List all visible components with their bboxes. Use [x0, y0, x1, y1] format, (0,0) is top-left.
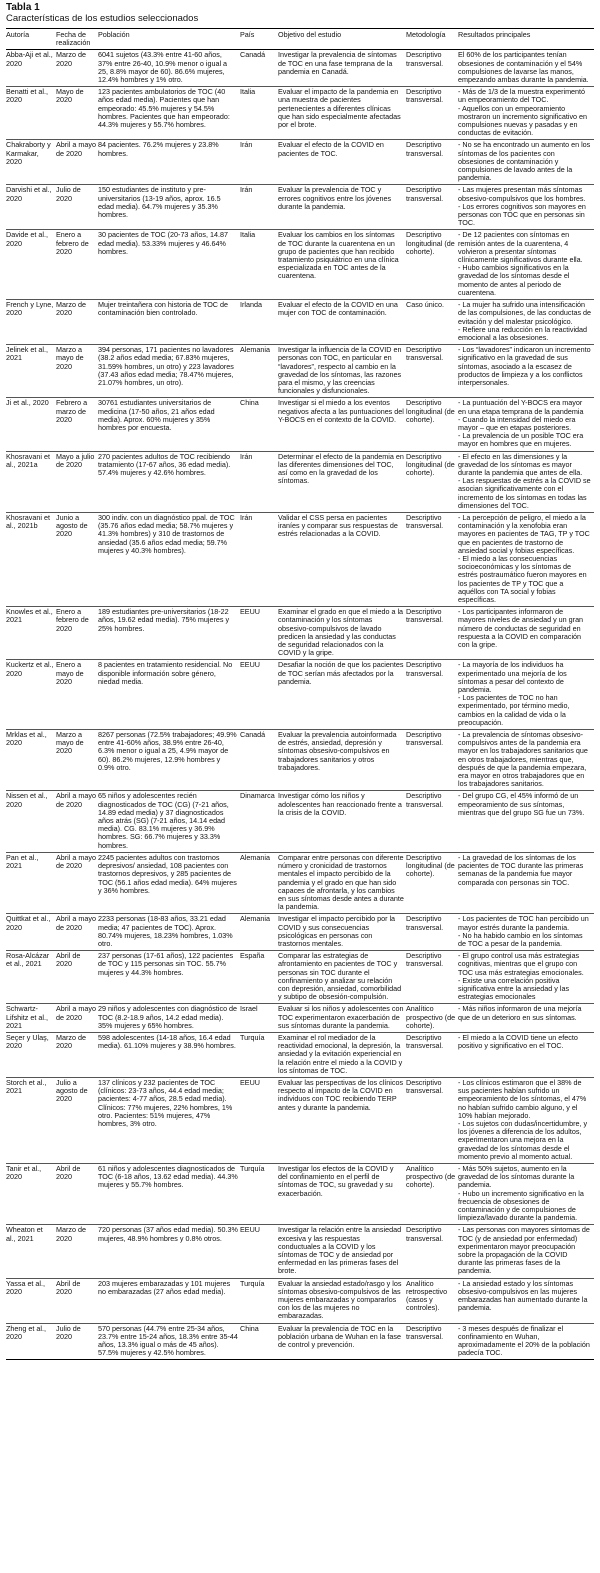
result-item: - Los clínicos estimaron que el 38% de sus pacientes habían sufrido un empeoramiento de los síntomas, el 47% no habían sufrido cambio alguno, y el 10% habían mejorado. — [458, 1077, 587, 1120]
table-header — [6, 29, 594, 50]
header-row — [6, 29, 594, 50]
cell-metodologia: Descriptivo longitudinal (de cohorte). — [406, 230, 455, 256]
cell-autoria: Quittkat et al., 2020 — [6, 914, 51, 932]
cell-resultados — [458, 398, 594, 451]
result-item: - Existe una correlación positiva significativa entre la ansiedad y las estrategias emocionales — [458, 975, 570, 1002]
header-fecha: Fecha de realización — [56, 30, 91, 48]
cell-autoria: Schwartz-Lifshitz et al., 2021 — [6, 1004, 48, 1030]
cell-fecha: Julio de 2020 — [56, 185, 81, 203]
cell-objetivo: Examinar el rol mediador de la reactividad emocional, la depresión, la ansiedad y la evitación experiencial en la relación entre el miedo a la COVID y los síntomas de TOC. — [278, 1032, 403, 1075]
result-item: - No ha habido cambio en los síntomas de TOC a pesar de la pandemia. — [458, 930, 583, 948]
cell-poblacion: 30761 estudiantes universitarios de medicina (17-50 años, 21 años edad media). Aprox. 60% mujeres y 35% hombres por encuesta. — [98, 398, 215, 432]
cell-objetivo: Determinar el efecto de la pandemia en las diferentes dimensiones del TOC, así como en la gravedad de los síntomas. — [278, 451, 404, 486]
result-item: - Los pacientes de TOC no han experimentado, por término medio, cambios en la calidad de vida o la preocupación. — [458, 693, 570, 727]
result-item: - La mayoría de los individuos ha experimentado una mejoría de los síntomas a pesar del contexto de pandemia. — [458, 660, 567, 695]
result-item: - La prevalencia de un posible TOC era mayor en hombres que en mujeres. — [458, 431, 584, 449]
cell-autoria: Nissen et al., 2020 — [6, 791, 48, 809]
cell-objetivo: Comparar las estrategias de afrontamiento en pacientes de TOC y personas sin TOC durante el confinamiento y analizar su relación con depresión, ansiedad, comorbilidad y subtipo de obsesión-compulsión. — [278, 951, 402, 1002]
result-item: - Más niños informaron de una mejoría que de un deterioro en sus síntomas. — [458, 1004, 582, 1022]
cell-metodologia: Caso único. — [406, 300, 444, 310]
result-item: - Los “lavadores” indicaron un incremento significativo en la gravedad de sus síntomas, asociado a la escasez de productos de limpieza y a los conflictos interpersonales. — [458, 345, 591, 387]
cell-metodologia: Descriptivo transversal. — [406, 1225, 444, 1243]
cell-poblacion: 598 adolescentes (14-18 años, 16.4 edad media). 61.10% mujeres y 38.9% hombres. — [98, 1032, 236, 1051]
cell-objetivo: Investigar la relación entre la ansiedad excesiva y las respuestas conductuales a la COVID y los síntomas de TOC y de ansiedad por enfermedad en las primeras fases del brote. — [278, 1225, 402, 1276]
table-row — [6, 185, 594, 230]
cell-objetivo: Investigar cómo los niños y adolescentes han reaccionado frente a la crisis de la COVID. — [278, 791, 402, 817]
cell-fecha: Marzo de 2020 — [56, 1032, 86, 1051]
table-row — [6, 852, 594, 913]
table-row — [6, 1323, 594, 1360]
cell-pais: Alemania — [240, 914, 270, 924]
cell-autoria: Tanir et al., 2020 — [6, 1164, 42, 1182]
header-metodologia: Metodología — [406, 30, 446, 39]
cell-objetivo: Evaluar los cambios en los síntomas de TOC durante la cuarentena en un grupo de pacientes que han recibido tratamiento psiquiátrico en una clínica especializada en TOC antes de la cuarentena. — [278, 230, 399, 281]
cell-fecha: Enero a febrero de 2020 — [56, 230, 89, 256]
cell-resultados — [458, 50, 594, 87]
cell-resultados — [458, 607, 594, 660]
cell-pais: Canadá — [240, 50, 266, 60]
cell-fecha: Abril a mayo de 2020 — [56, 140, 96, 158]
cell-poblacion: 61 niños y adolescentes diagnosticados de TOC (6-18 años, 13.62 edad media). 44.3% mujeres y 55.7% hombres. — [98, 1164, 238, 1190]
result-item: - La gravedad de los síntomas de los pacientes de TOC durante las primeras semanas de la pandemia fue mayor comparada con personas sin TOC. — [458, 852, 584, 887]
cell-poblacion: 84 pacientes. 76.2% mujeres y 23.8% hombres. — [98, 140, 219, 158]
cell-objetivo: Evaluar el efecto de la COVID en pacientes de TOC. — [278, 140, 384, 158]
header-resultados: Resultados principales — [458, 30, 531, 39]
result-item: - El efecto en las dimensiones y la gravedad de los síntomas es mayor durante la pandemia que antes de ella. — [458, 451, 583, 477]
cell-poblacion: 65 niños y adolescentes recién diagnosticados de TOC (CG) (7-21 años, 14.89 edad media) y 37 diagnosticados años atrás (SG) (7-21 años, 14.14 edad media). CG. 83.1% mujeres y 36.9% hombres. SG: 66.7% mujeres y 33.3% hombres. — [98, 791, 229, 850]
table-row — [6, 660, 594, 730]
result-item: - El grupo control usa más estrategias cognitivas, mientras que el grupo con TOC usa más estrategias emocionales. — [458, 951, 584, 977]
cell-metodologia: Descriptivo transversal. — [406, 660, 444, 678]
cell-pais: EEUU — [240, 1077, 260, 1087]
cell-autoria: Ji et al., 2020 — [6, 398, 49, 408]
cell-poblacion: 30 pacientes de TOC (20-73 años, 14.87 edad media). 53.33% mujeres y 46.64% hombres. — [98, 230, 228, 256]
cell-pais: Israel — [240, 1004, 258, 1014]
cell-metodologia: Descriptivo longitudinal (de cohorte). — [406, 398, 455, 424]
cell-resultados — [458, 660, 594, 730]
cell-objetivo: Investigar la influencia de la COVID en personas con TOC, en particular en “lavadores”, respecto al cambio en la gravedad de los síntomas, las razones para el mismo, y las creencias funcionales y disfuncionales. — [278, 345, 402, 396]
cell-resultados — [458, 951, 594, 1004]
table-subtitle: Características de los estudios seleccionados — [6, 13, 199, 24]
cell-resultados — [458, 914, 594, 951]
table-title: Tabla 1 — [6, 2, 40, 13]
table-row — [6, 730, 594, 791]
cell-resultados — [458, 300, 594, 345]
cell-fecha: Marzo de 2020 — [56, 300, 86, 318]
cell-poblacion: 203 mujeres embarazadas y 101 mujeres no embarazadas (27 años edad media). — [98, 1278, 231, 1296]
cell-autoria: Storch et al., 2021 — [6, 1077, 47, 1096]
cell-fecha: Enero a febrero de 2020 — [56, 607, 89, 633]
cell-pais: España — [240, 951, 265, 961]
cell-autoria: Khosravani et al., 2021b — [6, 512, 50, 531]
table-row — [6, 1225, 594, 1278]
result-item: - Aquellos con un empeoramiento mostraron un incremento significativo en compulsiones nuevas y pasadas y en conductas de evitación. — [458, 103, 588, 138]
cell-fecha: Abril de 2020 — [56, 1278, 81, 1296]
result-item: - Del grupo CG, el 45% informó de un empeoramiento de sus síntomas, mientras que del grupo SG fue un 73%. — [458, 791, 585, 817]
cell-pais: Irán — [240, 451, 253, 461]
cell-poblacion: 189 estudiantes pre-universitarios (18-22 años, 19.62 edad media). 75% mujeres y 25% hombres. — [98, 607, 230, 633]
cell-poblacion: 2233 personas (18-83 años, 33.21 edad media; 47 pacientes de TOC). Aprox. 80.74% mujeres, 18.23% hombres, 1.03% otro. — [98, 914, 233, 948]
cell-metodologia: Descriptivo transversal. — [406, 345, 444, 363]
cell-pais: Irán — [240, 185, 253, 195]
table-row — [6, 50, 594, 87]
cell-metodologia: Analítico prospectivo (de cohorte). — [406, 1004, 456, 1030]
cell-resultados — [458, 1278, 594, 1323]
cell-metodologia: Descriptivo transversal. — [406, 512, 444, 531]
result-item: - Los pacientes de TOC han percibido un mayor estrés durante la pandemia. — [458, 914, 589, 932]
cell-pais: Dinamarca — [240, 791, 275, 801]
cell-resultados — [458, 1077, 594, 1163]
result-item: - No se ha encontrado un aumento en los síntomas de los pacientes con obsesiones de contaminación y compulsiones de lavado antes de la pandemia. — [458, 140, 591, 183]
cell-objetivo: Evaluar la prevalencia de TOC en la población urbana de Wuhan en la fase de control y prevención. — [278, 1323, 401, 1350]
result-item: - Los sujetos con dudas/incertidumbre, y los jóvenes a diferencia de los adultos, experimentaron una mejora en la gravedad de los síntomas desde el momento previo al momento actual. — [458, 1118, 588, 1161]
cell-resultados — [458, 87, 594, 140]
result-item: - El miedo a la COVID tiene un efecto positivo y significativo en el TOC. — [458, 1032, 578, 1051]
cell-metodologia: Descriptivo transversal. — [406, 1323, 444, 1341]
cell-fecha: Abril de 2020 — [56, 1164, 81, 1182]
cell-poblacion: 237 personas (17-61 años), 122 pacientes de TOC y 115 personas sin TOC. 55.7% mujeres y 44.3% hombres. — [98, 951, 234, 977]
cell-resultados — [458, 1323, 594, 1360]
cell-poblacion: 8267 personas (72.5% trabajadores; 49.9% entre 41-60% años, 38.9% entre 26-40, 6.3% menor o igual a 25, 4.9% mayor de 60). 86.2% mujeres, 12.9% hombres y 0.9% otro. — [98, 730, 237, 772]
cell-pais: EEUU — [240, 1225, 260, 1235]
cell-fecha: Mayo de 2020 — [56, 87, 84, 105]
cell-metodologia: Descriptivo transversal. — [406, 951, 444, 969]
cell-fecha: Marzo a mayo de 2020 — [56, 730, 84, 756]
result-item: - Los participantes informaron de mayores niveles de ansiedad y un gran número de conductas de seguridad en respuesta a la COVID en comparación con la gripe. — [458, 607, 584, 650]
cell-objetivo: Investigar los efectos de la COVID y del confinamiento en el perfil de síntomas de TOC, su gravedad y su exacerbación. — [278, 1164, 394, 1198]
result-item: - La mujer ha sufrido una intensificación de las compulsiones, de las conductas de evitación y del malestar psicológico. — [458, 300, 592, 326]
cell-objetivo: Evaluar la prevalencia autoinformada de estrés, ansiedad, depresión y síntomas obsesivo-compulsivos en trabajadores sanitarios y otros trabajadores. — [278, 730, 397, 772]
header-pais: País — [240, 30, 255, 39]
studies-table — [6, 28, 594, 1360]
cell-fecha: Mayo a julio de 2020 — [56, 451, 95, 469]
header-autoria: Autoría — [6, 30, 30, 39]
cell-fecha: Abril a mayo de 2020 — [56, 914, 96, 932]
table-row — [6, 607, 594, 660]
cell-resultados — [458, 1225, 594, 1278]
cell-metodologia: Descriptivo transversal. — [406, 791, 444, 809]
result-item: - La percepción de peligro, el miedo a la contaminación y la xenofobia eran mayores en pacientes de TAG, TP y TOC que en pacientes de trastorno de ansiedad social y fobias específicas. — [458, 512, 590, 555]
cell-resultados — [458, 791, 594, 852]
cell-pais: Alemania — [240, 852, 270, 862]
table-row — [6, 345, 594, 398]
result-item: - El miedo a las consecuencias socioeconómicas y los síntomas de estrés postraumático fueron mayores en los pacientes de TP y TOC que a aquéllos con TA social y fobias específicas. — [458, 553, 587, 604]
cell-resultados — [458, 1004, 594, 1033]
cell-fecha: Marzo a mayo de 2020 — [56, 345, 84, 371]
result-item: - Hubo un incremento significativo en la frecuencia de obsesiones de contaminación y de compulsiones de limpieza/lavado durante la pandemia. — [458, 1188, 584, 1223]
cell-autoria: Benatti et al., 2020 — [6, 87, 48, 105]
cell-poblacion: 150 estudiantes de instituto y pre-universitarios (13-19 años, aprox. 16.5 edad media). 64.7% mujeres y 35.3% hombres. — [98, 185, 221, 220]
result-item: - La puntuación del Y-BOCS era mayor en una etapa temprana de la pandemia — [458, 398, 584, 416]
cell-metodologia: Descriptivo transversal. — [406, 50, 444, 68]
cell-objetivo: Desafiar la noción de que los pacientes de TOC serían más afectados por la pandemia. — [278, 660, 404, 686]
table-row — [6, 1032, 594, 1077]
cell-poblacion: 300 indiv. con un diagnóstico ppal. de TOC (35.76 años edad media; 58.7% mujeres y 41.3% hombres) y 310 de trastornos de ansiedad (35.6 años edad media; 59.7% mujeres y 40.3% hombres). — [98, 512, 235, 555]
table-row — [6, 1004, 594, 1033]
cell-metodologia: Descriptivo longitudinal (de cohorte). — [406, 852, 455, 879]
result-item: - Los errores cognitivos son mayores en personas con TOC que en personas sin TOC. — [458, 201, 586, 228]
cell-fecha: Junio a agosto de 2020 — [56, 512, 88, 539]
cell-metodologia: Descriptivo transversal. — [406, 914, 444, 932]
cell-poblacion: 720 personas (37 años edad media). 50.3% mujeres, 48.9% hombres y 0.8% otros. — [98, 1225, 238, 1243]
table-row — [6, 451, 594, 512]
cell-objetivo: Investigar el impacto percibido por la COVID y sus consecuencias psicológicas en personas con trastornos mentales. — [278, 914, 396, 948]
cell-pais: Irán — [240, 140, 253, 150]
cell-metodologia: Descriptivo transversal. — [406, 140, 444, 158]
cell-metodologia: Descriptivo transversal. — [406, 607, 444, 625]
cell-resultados — [458, 451, 594, 512]
cell-fecha: Julio de 2020 — [56, 1323, 81, 1341]
result-item: - Las mujeres presentan más síntomas obsesivo-compulsivos que los hombres. — [458, 185, 586, 203]
result-item: - Las personas con mayores síntomas de TOC (y de ansiedad por enfermedad) experimentaron mayor preocupación sobre la propagación de la COVID durante las primeras fases de la pandemia. — [458, 1225, 590, 1276]
result-item: - Hubo cambios significativos en la gravedad de los síntomas desde el momento de antes al periodo de cuarentena. — [458, 263, 570, 297]
cell-fecha: Abril a mayo de 2020 — [56, 852, 96, 871]
table-body — [6, 50, 594, 1360]
result-item: - La ansiedad estado y los síntomas obsesivo-compulsivos en las mujeres embarazadas han aumentado durante la pandemia. — [458, 1278, 588, 1313]
cell-resultados — [458, 345, 594, 398]
cell-pais: Irlanda — [240, 300, 262, 310]
result-item: El 60% de los participantes tenían obsesiones de contaminación y el 54% compulsiones de lavarse las manos, empezando ambas durante la pandemia. — [458, 50, 589, 85]
cell-fecha: Abril a mayo de 2020 — [56, 791, 96, 809]
cell-poblacion: 270 pacientes adultos de TOC recibiendo tratamiento (17-67 años, 36 edad media). 57.4% mujeres y 42.6% hombres. — [98, 451, 231, 477]
cell-autoria: Yassa et al., 2020 — [6, 1278, 46, 1296]
cell-poblacion: 570 personas (44.7% entre 25-34 años, 23.7% entre 15-24 años, 18.3% entre 35-44 años, 13.3% igual o más de 45 años). 57.5% mujeres y 42.5% hombres. — [98, 1323, 238, 1358]
cell-autoria: Davide et al., 2020 — [6, 230, 48, 248]
table-row — [6, 1278, 594, 1323]
result-item: - Más de 1/3 de la muestra experimentó un empeoramiento del TOC. — [458, 87, 586, 105]
cell-autoria: French y Lyne, 2020 — [6, 300, 54, 318]
cell-autoria: Abba-Aji et al., 2020 — [6, 50, 53, 68]
cell-autoria: Darvishi et al., 2020 — [6, 185, 52, 203]
table-row — [6, 1164, 594, 1225]
cell-pais: Italia — [240, 230, 256, 240]
cell-objetivo: Comparar entre personas con diferente número y cronicidad de trastornos mentales el impacto percibido de la pandemia y el grado en que han sido capaces de afrontarla, y los cambios en sus síntomas desde antes a durante la pandemia. — [278, 852, 404, 912]
cell-resultados — [458, 730, 594, 791]
cell-fecha: Marzo de 2020 — [56, 1225, 86, 1243]
cell-poblacion: 394 personas, 171 pacientes no lavadores (38.2 años edad media; 67.83% mujeres, 31.59% hombres, un otro) y 223 lavadores (37.43 años edad media; 78.47% mujeres, 21.07% hombres, un otro). — [98, 345, 234, 387]
cell-resultados — [458, 140, 594, 185]
cell-metodologia: Analítico retrospectivo (casos y controles). — [406, 1278, 448, 1313]
header-poblacion: Población — [98, 30, 130, 39]
result-item: - 3 meses después de finalizar el confinamiento en Wuhan, aproximadamente el 20% de la población padecía TOC. — [458, 1323, 590, 1358]
cell-fecha: Febrero a marzo de 2020 — [56, 398, 88, 424]
cell-objetivo: Evaluar las perspectivas de los clínicos respecto al impacto de la COVID en individuos con TOC recibiendo TERP antes y durante la pandemia. — [278, 1077, 404, 1112]
cell-pais: Irán — [240, 512, 253, 522]
cell-pais: Turquía — [240, 1032, 265, 1042]
cell-objetivo: Examinar el grado en que el miedo a la contaminación y los síntomas obsesivo-compulsivos de lavado predicen la ansiedad y las conductas de seguridad relacionados con la COVID y la gripe. — [278, 607, 404, 658]
cell-objetivo: Evaluar el impacto de la pandemia en una muestra de pacientes pertenecientes a diferentes clínicas que han sido especialmente afectadas por el brote. — [278, 87, 401, 130]
header-objetivo: Objetivo del estudio — [278, 30, 342, 39]
cell-fecha: Enero a mayo de 2020 — [56, 660, 84, 686]
result-item: - Más 50% sujetos, aumento en la gravedad de los síntomas durante la pandemia. — [458, 1164, 575, 1190]
result-item: - La prevalencia de síntomas obsesivo-compulsivos antes de la pandemia era mayor en los trabajadores sanitarios que en otros trabajadores, mientras que, después de que la pandemia empezara, era mayor en otros trabajadores que en los trabajadores sanitarios. — [458, 730, 588, 789]
cell-resultados — [458, 230, 594, 300]
cell-autoria: Zheng et al., 2020 — [6, 1323, 46, 1341]
table-row — [6, 512, 594, 606]
cell-poblacion: 123 pacientes ambulatorios de TOC (40 años edad media). Pacientes que han empeorado: 45.5% mujeres y 54.5% hombres. Pacientes que han empeorado: 44.3% mujeres y 55.7% hombres. — [98, 87, 230, 130]
cell-metodologia: Descriptivo transversal. — [406, 87, 444, 105]
cell-objetivo: Evaluar la prevalencia de TOC y errores cognitivos entre los jóvenes durante la pandemia. — [278, 185, 392, 211]
cell-pais: Canadá — [240, 730, 266, 740]
cell-pais: Turquía — [240, 1278, 265, 1288]
cell-metodologia: Descriptivo transversal. — [406, 1077, 444, 1096]
result-item: - Las respuestas de estrés a la COVID se asocian significativamente con el incremento de los síntomas en todas las dimensiones del TOC. — [458, 476, 591, 510]
cell-objetivo: Validar el CSS persa en pacientes iraníes y comparar sus respuestas de estrés relacionadas a la COVID. — [278, 512, 398, 539]
cell-metodologia: Descriptivo transversal. — [406, 1032, 444, 1051]
cell-poblacion: 8 pacientes en tratamiento residencial. No disponible información sobre género, niedad media. — [98, 660, 233, 686]
cell-poblacion: 6041 sujetos (43.3% entre 41-60 años, 37% entre 26-40, 10.9% menor o igual a 25, 8.8% mayor de 60). 86.6% mujeres, 12.4% hombres y 1% otro. — [98, 50, 228, 85]
cell-objetivo: Evaluar si los niños y adolescentes con TOC experimentaron exacerbación de sus síntomas durante la pandemia. — [278, 1004, 404, 1030]
table-row — [6, 140, 594, 185]
cell-objetivo: Investigar la prevalencia de síntomas de TOC en una fase temprana de la pandemia en Canadá. — [278, 50, 397, 76]
cell-fecha: Marzo de 2020 — [56, 50, 86, 68]
cell-autoria: Wheaton et al., 2021 — [6, 1225, 43, 1243]
cell-poblacion: Mujer treintañera con historia de TOC de contaminación bien controlado. — [98, 300, 228, 318]
table-row — [6, 87, 594, 140]
table-row — [6, 1077, 594, 1163]
cell-autoria: Seçer y Ulaş, 2020 — [6, 1032, 49, 1051]
table-row — [6, 230, 594, 300]
cell-pais: Turquía — [240, 1164, 265, 1173]
cell-pais: EEUU — [240, 660, 260, 670]
result-item: - Refiere una reducción en la reactividad emocional a las obsesiones. — [458, 324, 588, 342]
cell-pais: China — [240, 1323, 259, 1333]
cell-metodologia: Descriptivo transversal. — [406, 730, 444, 748]
result-item: - De 12 pacientes con síntomas en remisión antes de la cuarentena, 4 volvieron a presentar síntomas clínicamente significativos durante ella. — [458, 230, 583, 265]
cell-autoria: Kuckertz et al., 2020 — [6, 660, 54, 678]
cell-autoria: Chakraborty y Karmakar, 2020 — [6, 140, 51, 166]
cell-objetivo: Evaluar la ansiedad estado/rasgo y los síntomas obsesivo-compulsivos de las mujeres embarazadas y compararlos con los de las mujeres no embarazadas. — [278, 1278, 402, 1321]
cell-resultados — [458, 512, 594, 606]
cell-metodologia: Descriptivo longitudinal (de cohorte). — [406, 451, 455, 477]
cell-pais: China — [240, 398, 259, 408]
cell-fecha: Abril a mayo de 2020 — [56, 1004, 96, 1022]
table-row — [6, 398, 594, 451]
cell-autoria: Rosa-Alcázar et al., 2021 — [6, 951, 50, 969]
table-row — [6, 951, 594, 1004]
table-row — [6, 791, 594, 852]
table-row — [6, 914, 594, 951]
cell-pais: Alemania — [240, 345, 270, 355]
cell-pais: EEUU — [240, 607, 260, 617]
cell-objetivo: Investigar si el miedo a los eventos negativos afecta a las puntuaciones del Y-BOCS en el contexto de la COVID. — [278, 398, 404, 424]
cell-pais: Italia — [240, 87, 256, 97]
cell-resultados — [458, 1032, 594, 1077]
cell-resultados — [458, 1164, 594, 1225]
cell-objetivo: Evaluar el efecto de la COVID en una mujer con TOC de contaminación. — [278, 300, 398, 318]
cell-autoria: Mrklas et al., 2020 — [6, 730, 47, 748]
cell-metodologia: Analítico prospectivo (de cohorte). — [406, 1164, 456, 1190]
cell-autoria: Knowles et al., 2021 — [6, 607, 53, 625]
cell-fecha: Abril de 2020 — [56, 951, 81, 969]
table-row — [6, 300, 594, 345]
cell-poblacion: 137 clínicos y 232 pacientes de TOC (clínicos: 23-73 años, 44.4 edad media; pacientes: 4-77 años, 28.5 edad media). Clínicos: 77% mujeres, 22% hombres, 1% otro. Pacientes: 51% mujeres, 47% hombres, 3% otro. — [98, 1077, 233, 1128]
cell-resultados — [458, 185, 594, 230]
cell-autoria: Jelinek et al., 2021 — [6, 345, 48, 363]
cell-poblacion: 29 niños y adolescentes con diagnóstico de TOC (8.2-18.9 años, 14.2 edad media). 35% mujeres y 65% hombres. — [98, 1004, 238, 1030]
cell-autoria: Pan et al., 2021 — [6, 852, 39, 871]
cell-resultados — [458, 852, 594, 913]
result-item: - Cuando la intensidad del miedo era mayor – que en etapas posteriores. — [458, 414, 576, 432]
cell-metodologia: Descriptivo transversal. — [406, 185, 444, 203]
cell-fecha: Julio a agosto de 2020 — [56, 1077, 88, 1104]
cell-autoria: Khosravani et al., 2021a — [6, 451, 50, 469]
cell-poblacion: 2245 pacientes adultos con trastornos depresivos/ ansiedad, 108 pacientes con trastornos depresivos, y 285 pacientes de TOC (56.1 años edad media). 64% mujeres y 36% hombres. — [98, 852, 237, 895]
